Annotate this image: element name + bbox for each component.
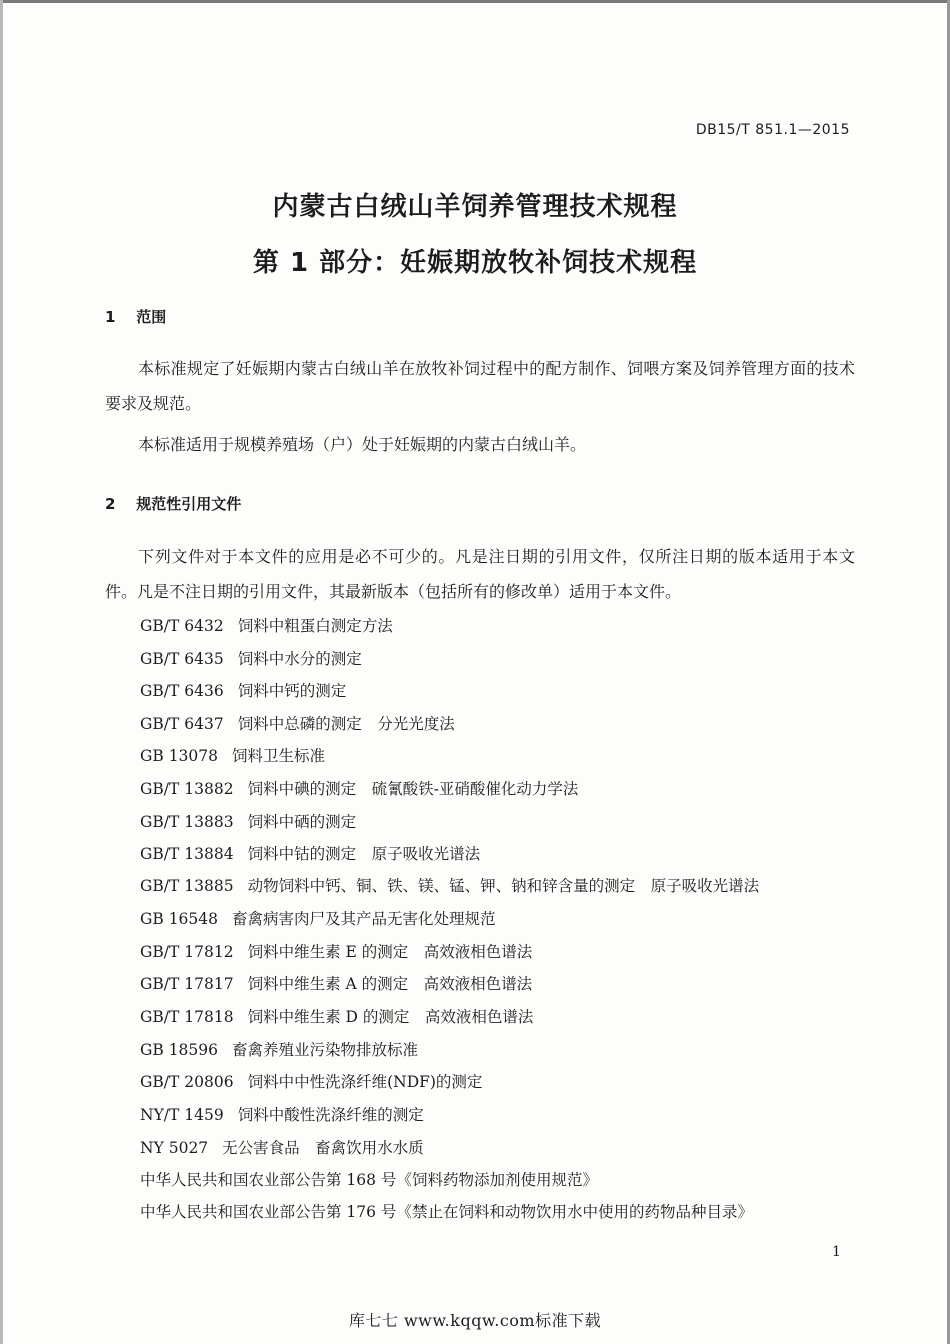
section-1-paragraph-2: 本标准适用于规模养殖场（户）处于妊娠期的内蒙古白绒山羊。	[138, 435, 587, 454]
reference-code: GB/T 6436	[140, 682, 224, 700]
reference-name: 畜禽养殖业污染物排放标准	[232, 1041, 419, 1059]
reference-item	[140, 810, 356, 832]
section-1-number: 1	[105, 308, 116, 326]
document-subtitle: 第 1 部分：妊娠期放牧补饲技术规程	[252, 248, 698, 278]
reference-name: 饲料中粗蛋白测定方法	[237, 617, 393, 635]
reference-name: 无公害食品 畜禽饮用水水质	[222, 1139, 424, 1157]
reference-item	[140, 1070, 482, 1092]
reference-name: 畜禽病害肉尸及其产品无害化处理规范	[232, 910, 496, 928]
reference-code: GB/T 6432	[140, 617, 224, 635]
section-2-number: 2	[105, 495, 116, 513]
reference-item	[140, 874, 759, 896]
announcement-item: 中华人民共和国农业部公告第 176 号《禁止在饲料和动物饮用水中使用的药物品种目录》	[140, 1203, 753, 1221]
reference-name: 饲料中碘的测定 硫氰酸铁-亚硝酸催化动力学法	[247, 780, 579, 798]
standard-code: DB15/T 851.1—2015	[695, 122, 850, 138]
reference-item	[140, 1103, 424, 1125]
reference-item	[140, 1005, 533, 1027]
reference-name: 饲料中酸性洗涤纤维的测定	[237, 1106, 424, 1124]
section-2-heading	[105, 493, 241, 514]
scan-edge-top	[0, 0, 950, 3]
announcement-item: 中华人民共和国农业部公告第 168 号《饲料药物添加剂使用规范》	[140, 1171, 598, 1189]
reference-name: 饲料卫生标准	[232, 747, 326, 765]
section-1-title: 范围	[136, 308, 167, 326]
reference-code: GB/T 17817	[140, 975, 234, 993]
reference-item	[140, 744, 325, 766]
section-2-intro: 下列文件对于本文件的应用是必不可少的。凡是注日期的引用文件，仅所注日期的版本适用于本文件。凡是不注日期的引用文件，其最新版本（包括所有的修改单）适用于本文件。	[105, 547, 855, 601]
document-title: 内蒙古白绒山羊饲养管理技术规程	[272, 192, 678, 222]
reference-item	[140, 1038, 418, 1060]
reference-item	[140, 777, 578, 799]
reference-code: GB/T 17812	[140, 943, 234, 961]
page-number: 1	[832, 1244, 841, 1260]
section-2-title: 规范性引用文件	[136, 495, 242, 513]
reference-name: 饲料中硒的测定	[247, 813, 357, 831]
reference-name: 动物饲料中钙、铜、铁、镁、锰、钾、钠和锌含量的测定 原子吸收光谱法	[247, 877, 760, 895]
reference-item	[140, 712, 455, 734]
reference-code: GB/T 20806	[140, 1073, 234, 1091]
reference-name: 饲料中水分的测定	[237, 650, 362, 668]
footer-watermark: 库七七 www.kqqw.com标准下载	[348, 1311, 602, 1330]
reference-code: NY 5027	[140, 1139, 209, 1157]
section-1-paragraph-1: 本标准规定了妊娠期内蒙古白绒山羊在放牧补饲过程中的配方制作、饲喂方案及饲养管理方面的技术要求及规范。	[105, 359, 855, 413]
reference-name: 饲料中钴的测定 原子吸收光谱法	[247, 845, 481, 863]
reference-name: 饲料中钙的测定	[237, 682, 347, 700]
reference-item	[140, 647, 362, 669]
reference-code: GB/T 6435	[140, 650, 224, 668]
reference-item	[140, 842, 480, 864]
reference-code: GB 13078	[140, 747, 219, 765]
reference-item	[140, 940, 532, 962]
reference-code: GB 18596	[140, 1041, 219, 1059]
reference-name: 饲料中中性洗涤纤维(NDF)的测定	[247, 1073, 483, 1091]
reference-name: 饲料中总磷的测定 分光光度法	[237, 715, 455, 733]
reference-code: GB/T 13882	[140, 780, 234, 798]
reference-name: 饲料中维生素 E 的测定 高效液相色谱法	[247, 943, 533, 961]
reference-item	[140, 907, 496, 929]
reference-code: GB/T 17818	[140, 1008, 234, 1026]
reference-code: NY/T 1459	[140, 1106, 224, 1124]
reference-code: GB/T 13883	[140, 813, 234, 831]
reference-item	[140, 679, 346, 701]
reference-item	[140, 614, 393, 636]
reference-item	[140, 1136, 424, 1158]
reference-code: GB 16548	[140, 910, 219, 928]
reference-code: GB/T 13885	[140, 877, 234, 895]
section-1-heading	[105, 306, 166, 327]
reference-item	[140, 972, 532, 994]
reference-name: 饲料中维生素 A 的测定 高效液相色谱法	[247, 975, 533, 993]
reference-code: GB/T 13884	[140, 845, 234, 863]
reference-name: 饲料中维生素 D 的测定 高效液相色谱法	[247, 1008, 534, 1026]
reference-code: GB/T 6437	[140, 715, 224, 733]
